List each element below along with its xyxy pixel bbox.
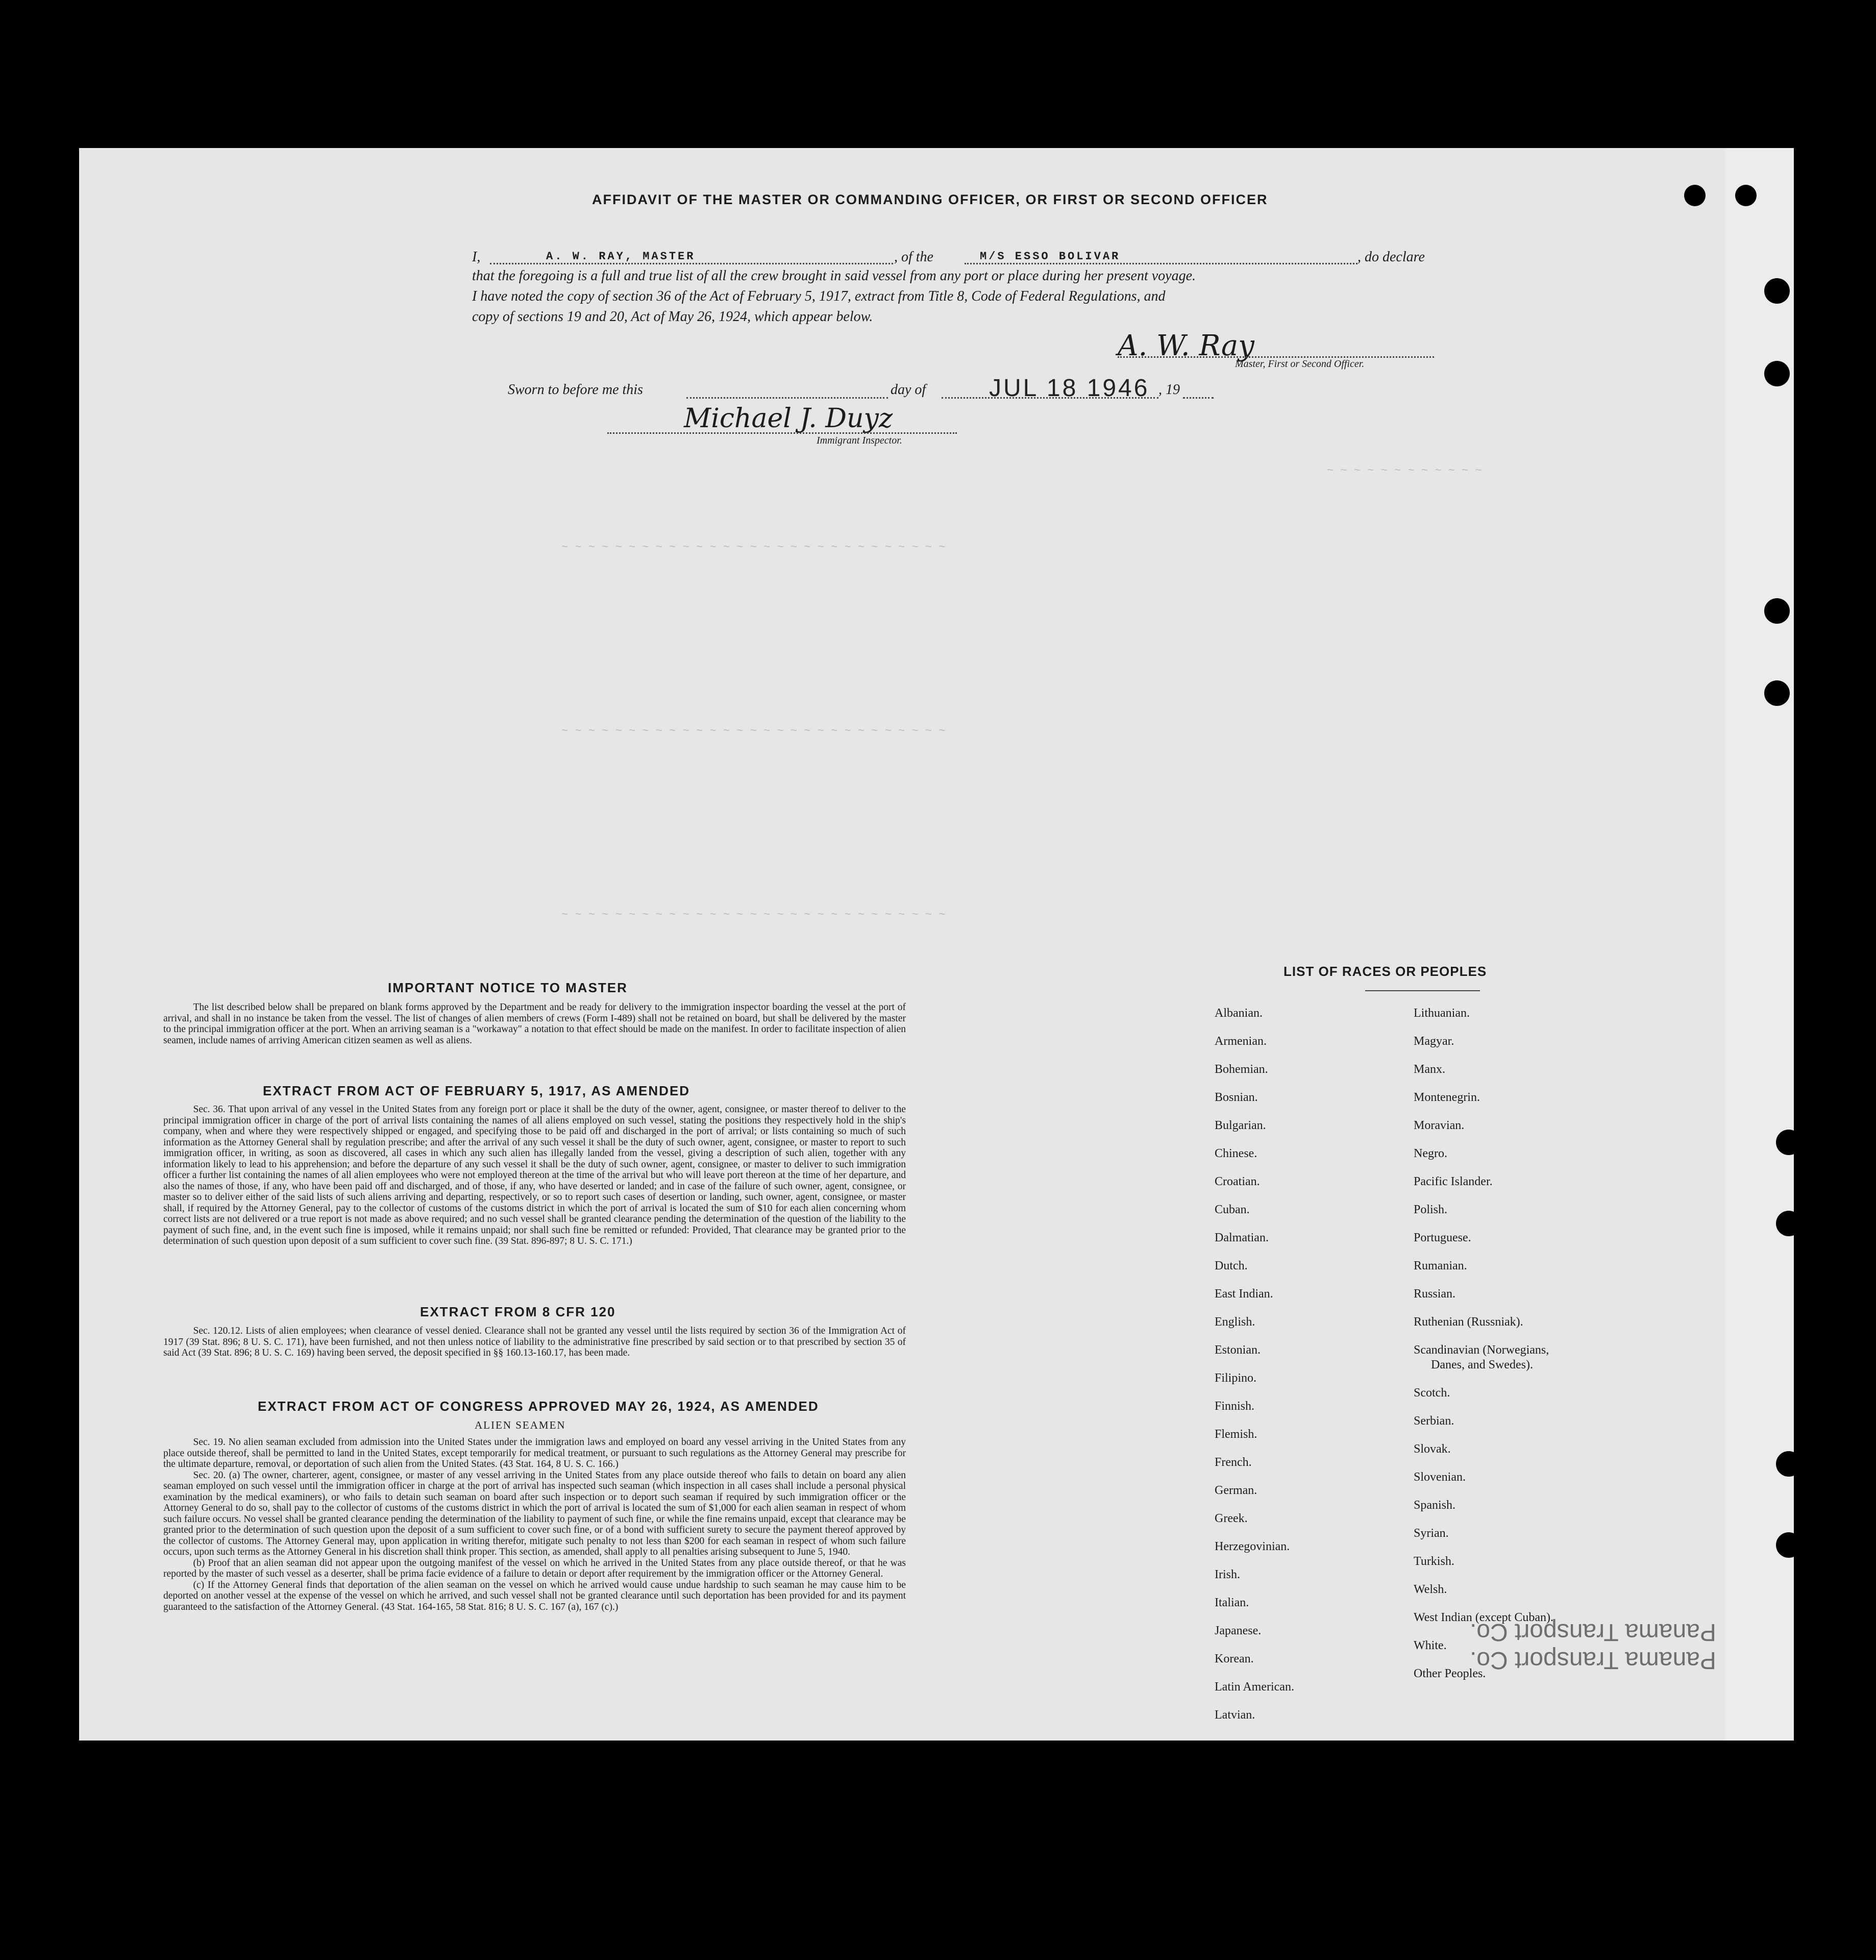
inspector-signature: Michael J. Duyz [684, 403, 893, 434]
race-item: Portuguese. [1414, 1231, 1471, 1244]
race-item: Montenegrin. [1414, 1091, 1480, 1104]
race-item: Croatian. [1215, 1175, 1260, 1188]
race-item: Lithuanian. [1414, 1007, 1470, 1020]
punch-hole [1764, 361, 1790, 386]
extract-cfr-title: EXTRACT FROM 8 CFR 120 [420, 1304, 616, 1319]
section-20b-paragraph: (b) Proof that an alien seaman did not appear upon the outgoing manifest of the vessel on which he arrived in the United States from any place outside thereof, or that he was reported by the master of such vessel as a deserter, shall be prima facie evidence of a failure to detain or deport after requirement by the immigration officer or the Attorney General. [163, 1557, 906, 1579]
race-item: Slovak. [1414, 1442, 1451, 1456]
bleed-through-stamp: Panama Transport Co. [1470, 1619, 1716, 1646]
affidavit-line-2: that the foregoing is a full and true list of all the crew brought in said vessel from any port or place during her present voyage. [472, 268, 1196, 284]
race-item: Bulgarian. [1215, 1119, 1266, 1132]
extract-1917-title: EXTRACT FROM ACT OF FEBRUARY 5, 1917, AS AMENDED [263, 1083, 690, 1098]
race-item: Greek. [1215, 1512, 1248, 1525]
master-signature-line [1118, 356, 1434, 358]
races-title: LIST OF RACES OR PEOPLES [1283, 964, 1487, 979]
master-signature: A. W. Ray [1118, 329, 1254, 362]
punch-hole [1764, 680, 1790, 706]
race-item: Scandinavian (Norwegians, [1414, 1343, 1549, 1357]
sworn-label: Sworn to before me this [508, 382, 643, 398]
race-item: Filipino. [1215, 1371, 1257, 1385]
extract-1924-body [163, 1437, 906, 1612]
race-item: Dalmatian. [1215, 1231, 1269, 1244]
affidavit-title: AFFIDAVIT OF THE MASTER OR COMMANDING OFFICER, OR FIRST OR SECOND OFFICER [592, 192, 1268, 207]
race-item: Albanian. [1215, 1007, 1263, 1020]
race-item: Turkish. [1414, 1555, 1454, 1568]
punch-hole [1776, 1451, 1801, 1477]
race-item: Scotch. [1414, 1386, 1450, 1400]
alien-seamen-subtitle: ALIEN SEAMEN [475, 1419, 566, 1431]
inspector-signature-line [607, 432, 957, 434]
punch-hole [1776, 1211, 1801, 1236]
race-item: Bosnian. [1215, 1091, 1258, 1104]
sworn-day-line [686, 397, 888, 399]
race-item: Negro. [1414, 1147, 1447, 1160]
year-label: , 19 [1158, 382, 1180, 398]
race-item: French. [1215, 1456, 1252, 1469]
notice-title: IMPORTANT NOTICE TO MASTER [388, 980, 628, 995]
races-left-column [1215, 1007, 1294, 1736]
inspector-caption: Immigrant Inspector. [817, 435, 902, 446]
vessel-name: M/S ESSO BOLIVAR [965, 250, 1357, 264]
punch-hole [1764, 278, 1790, 304]
race-item: Manx. [1414, 1063, 1445, 1076]
section-20c-paragraph: (c) If the Attorney General finds that deportation of the alien seaman on the vessel on which he arrived would cause undue hardship to such seaman he may cause him to be deported on another vessel at the expense of the vessel on which he arrived, and such vessel shall not be granted clearance until such deportation has been provided for and its payment guaranteed to the satisfaction of the Attorney General. (43 Stat. 164-165, 58 Stat. 816; 8 U. S. C. 167 (a), 167 (c).) [163, 1579, 906, 1612]
race-item: Serbian. [1414, 1414, 1454, 1428]
affidavit-line-4: copy of sections 19 and 20, Act of May 26, 1924, which appear below. [472, 309, 873, 325]
extract-cfr-body: Sec. 120.12. Lists of alien employees; when clearance of vessel denied. Clearance shall not be granted any vessel until the lists required by section 36 of the Immigration Act of 1917 (39 Stat. 896; 8 U. S. C. 171), have been furnished, and not then unless notice of liability to the administrative fine prescribed by said section or to that prescribed by section 35 of said Act (39 Stat. 896; 8 U. S. C. 169) having been served, the deposit specified in §§ 160.13-160.17, has been made. [163, 1326, 906, 1358]
race-item: Estonian. [1215, 1343, 1261, 1357]
race-item: Italian. [1215, 1596, 1249, 1609]
punch-hole [1776, 1532, 1801, 1558]
bleed-through-text: ~ ~ ~ ~ ~ ~ ~ ~ ~ ~ ~ ~ ~ ~ ~ ~ ~ ~ ~ ~ ~ ~ ~ ~ ~ ~ ~ ~ ~ [561, 541, 946, 554]
race-item: Herzegovinian. [1215, 1540, 1290, 1553]
race-item: English. [1215, 1315, 1255, 1329]
race-item: Cuban. [1215, 1203, 1250, 1216]
race-item: Other Peoples. [1414, 1667, 1486, 1680]
section-19-paragraph: Sec. 19. No alien seaman excluded from admission into the United States under the immigration laws and employed on board any vessel arriving in the United States from any place outside thereof, shall be permitted to land in the United States, except temporarily for medical treatment, or pursuant to such regulations as the Attorney General may prescribe for the ultimate departure, removal, or deportation of such alien from the United States. (43 Stat. 164, 8 U. S. C. 166.) [163, 1437, 906, 1469]
race-item: Slovenian. [1414, 1471, 1466, 1484]
race-item: Latvian. [1215, 1708, 1255, 1722]
race-item: Spanish. [1414, 1499, 1456, 1512]
extract-1924-title: EXTRACT FROM ACT OF CONGRESS APPROVED MAY 26, 1924, AS AMENDED [258, 1399, 819, 1414]
bleed-through-stamp: Panama Transport Co. [1470, 1647, 1716, 1674]
affidavit-do-declare: , do declare [1357, 249, 1425, 265]
race-item: Danes, and Swedes). [1431, 1358, 1533, 1371]
bleed-through-text: ~ ~ ~ ~ ~ ~ ~ ~ ~ ~ ~ ~ ~ ~ ~ ~ ~ ~ ~ ~ ~ ~ ~ ~ ~ ~ ~ ~ ~ [561, 909, 946, 921]
race-item: Russian. [1414, 1287, 1456, 1301]
notice-body: The list described below shall be prepared on blank forms approved by the Department and be ready for delivery to the immigration inspector boarding the vessel at the port of arrival, and shall in no instance be taken from the vessel. The list of changes of alien members of crews (Form I-489) shall not be retained on board, but shall be delivered by the master to the principal immigration officer at the port. When an arriving seaman is a "workaway" a notation to that effect should be made on the manifest. In order to facilitate inspection of alien seamen, include names of arriving American citizen seamen as well as aliens. [163, 1002, 906, 1046]
race-item: Dutch. [1215, 1259, 1248, 1272]
page-edge [1725, 148, 1794, 1741]
race-item: White. [1414, 1639, 1447, 1652]
race-item: East Indian. [1215, 1287, 1273, 1301]
bleed-through-text: ~ ~ ~ ~ ~ ~ ~ ~ ~ ~ ~ ~ ~ ~ ~ ~ ~ ~ ~ ~ ~ ~ ~ ~ ~ ~ ~ ~ ~ [561, 725, 946, 738]
race-item: German. [1215, 1484, 1257, 1497]
races-right-column [1414, 1007, 1553, 1695]
affidavit-of-the-label: , of the [894, 249, 933, 265]
punch-hole [1776, 1130, 1801, 1155]
affidavit-line-3: I have noted the copy of section 36 of the Act of February 5, 1917, extract from Title 8, Code of Federal Regulations, and [472, 288, 1166, 304]
race-item: Bohemian. [1215, 1063, 1268, 1076]
section-20a-paragraph: Sec. 20. (a) The owner, charterer, agent, consignee, or master of any vessel arriving in the United States from any place outside thereof who fails to detain on board any alien seaman employed on such vessel until the immigration officer in charge at the port of arrival has inspected such seaman (which inspection in all cases shall include a personal physical examination by the medical examiners), or who fails to detain such seaman on board after such inspection or to deport such seaman if required by such immigration officer or the Attorney General to do so, shall pay to the collector of customs of the customs district in which the port of arrival is located the sum of $1,000 for each alien seaman in respect of whom such failure occurs. No vessel shall be granted clearance pending the determination of the liability to payment of such fine, or while the fine remains unpaid, except that clearance may be granted prior to the determination of such question upon the deposit of a sum sufficient to cover such fine, or of a bond with sufficient surety to secure the payment thereof approved by the collector of customs. The Attorney General may, upon application in writing therefor, mitigate such penalty to not less than $200 for each seaman in respect of whom such failure occurs, upon such terms as the Attorney General in his discretion shall think proper. This section, as amended, shall apply to all penalties arising subsequent to June 5, 1940. [163, 1469, 906, 1557]
race-item: Flemish. [1215, 1428, 1257, 1441]
punch-hole [1764, 598, 1790, 624]
year-line [1183, 397, 1214, 399]
race-item: Latin American. [1215, 1680, 1294, 1694]
race-item: Finnish. [1215, 1400, 1255, 1413]
master-caption: Master, First or Second Officer. [1235, 358, 1365, 370]
affidavit-i-label: I, [472, 249, 481, 265]
race-item: Polish. [1414, 1203, 1448, 1216]
race-item: Japanese. [1215, 1624, 1262, 1637]
punch-hole [1735, 185, 1757, 206]
race-item: Magyar. [1414, 1035, 1454, 1048]
race-item: Rumanian. [1414, 1259, 1467, 1272]
race-item: Irish. [1215, 1568, 1240, 1581]
bleed-through-text: ~ ~ ~ ~ ~ ~ ~ ~ ~ ~ ~ ~ [1327, 464, 1482, 477]
race-item: Ruthenian (Russniak). [1414, 1315, 1523, 1329]
race-item: Welsh. [1414, 1583, 1447, 1596]
race-item: Pacific Islander. [1414, 1175, 1493, 1188]
punch-hole [1684, 185, 1706, 206]
race-item: Syrian. [1414, 1527, 1449, 1540]
race-item: Armenian. [1215, 1035, 1267, 1048]
races-title-rule [1365, 990, 1480, 991]
race-item: Chinese. [1215, 1147, 1257, 1160]
race-item: Moravian. [1414, 1119, 1465, 1132]
sworn-date-stamp: JUL 18 1946 [989, 375, 1150, 402]
day-of-label: day of [891, 382, 926, 398]
extract-1917-body: Sec. 36. That upon arrival of any vessel in the United States from any foreign port or place it shall be the duty of the owner, agent, consignee, or master thereof to deliver to the principal immigration officer in charge of the port of arrival lists containing the names of all aliens employed on such vessel, stating the positions they respectively hold in the ship's company, when and where they were respectively shipped or engaged, and specifying those to be paid off and discharged in the port of arrival; or lists containing so much of such information as the Attorney General shall by regulation prescribe; and after the arrival of any such vessel it shall be the duty of such owner, agent, consignee, or master to report to such immigration officer, in writing, as soon as discovered, all cases in which any such alien has illegally landed from the vessel, giving a description of such alien, together with any information likely to lead to his apprehension; and before the departure of any such vessel it shall be the duty of such owner, agent, consignee, or master to deliver to such immigration officer a further list containing the names of all alien employees who were not employed thereon at the time of the arrival but who will leave port thereon at the time of her departure, and also the names of those, if any, who have been paid off and discharged, and of those, if any, who have deserted or landed; and in case of the failure of such owner, agent, consignee, or master so to deliver either of the said lists of such aliens arriving and departing, respectively, or so to report such cases of desertion or landing, such owner, agent, consignee, or master shall, if required by the Attorney General, pay to the collector of customs of the customs district in which the port of arrival is located the sum of $10 for each alien concerning whom correct lists are not delivered or a true report is not made as above required; and no such vessel shall be granted clearance pending the determination of the question of the liability to the payment of such fine, and, in the event such fine is imposed, while it remains unpaid; nor shall such fine be remitted or refunded: Provided, That clearance may be granted prior to the determination of such question upon deposit of a sum sufficient to cover such fine. (39 Stat. 896-897; 8 U. S. C. 171.) [163, 1104, 906, 1246]
race-item: Korean. [1215, 1652, 1254, 1665]
master-name: A. W. RAY, MASTER [490, 250, 893, 264]
race-item: West Indian (except Cuban). [1414, 1611, 1553, 1624]
